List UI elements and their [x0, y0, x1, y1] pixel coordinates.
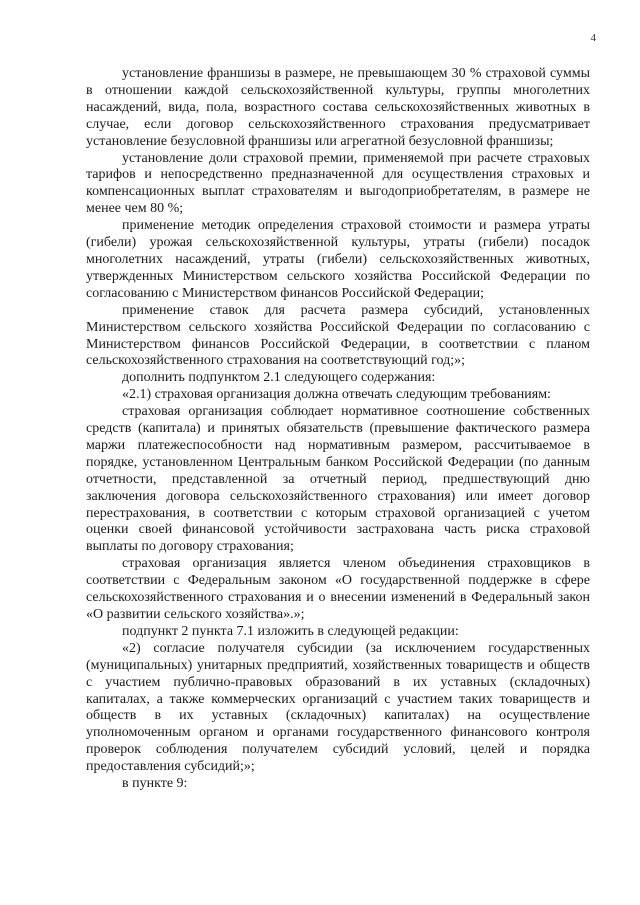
paragraph-premium-share: установление доли страховой премии, применяемой при расчете страховых тарифов и непосредственно предназначенной для осуществления страховых и компенсационных выплат страхователям и выгодоприобретателям, в размере не менее чем 80 %;	[86, 150, 590, 217]
paragraph-association-member: страховая организация является членом объединения страховщиков в соответствии с Федеральным законом «О государственной поддержке в сфере сельскохозяйственного страхования и о внесении изменений в Федеральный закон «О развитии сельского хозяйства».»;	[86, 556, 590, 622]
paragraph-requirements-intro: «2.1) страховая организация должна отвечать следующим требованиям:	[122, 387, 551, 403]
document-body	[86, 66, 590, 793]
paragraph-subsidy-rates: применение ставок для расчета размера субсидий, установленных Министерством сельского хозяйства Российской Федерации по согласованию с Министерством финансов Российской Федерации, в соответствии с планом сельскохозяйственного страхования на соответствующий год;»;	[86, 302, 590, 369]
page-number: 4	[590, 32, 596, 44]
paragraph-add-subclause: дополнить подпунктом 2.1 следующего содержания:	[122, 370, 436, 386]
paragraph-solvency: страховая организация соблюдает нормативное соотношение собственных средств (капитала) и принятых обязательств (превышение фактического размера маржи платежеспособности над нормативным размером, рассчитываемое в порядке, установленном Центральным банком Российской Федерации (по данным отчетности, представленной за отчетный период, предшествующий дню заключения договора сельскохозяйственного страхования) или имеет договор перестрахования, в соответствии с которым страховой организацией с учетом оценки своей финансовой устойчивости застрахована часть риска страховой выплаты по договору страхования;	[86, 404, 590, 555]
paragraph-clause-9: в пункте 9:	[122, 776, 188, 792]
paragraph-consent: «2) согласие получателя субсидии (за исключением государственных (муниципальных) унитарных предприятий, хозяйственных товариществ и обществ с участием публично-правовых образований в их уставных (складочных) капиталах, а также коммерческих организаций с участием таких товариществ и обществ в их уставных (складочных) капиталах) на осуществление уполномоченным органом и органами государственного финансового контроля проверок соблюдения получателем субсидий условий, целей и порядка предоставления субсидий;»;	[86, 640, 590, 775]
paragraph-amend-clause: подпункт 2 пункта 7.1 изложить в следующей редакции:	[122, 623, 459, 639]
paragraph-franchise: установление франшизы в размере, не превышающем 30 % страховой суммы в отношении каждой сельскохозяйственной культуры, группы многолетних насаждений, вида, пола, возрастного состава сельскохозяйственных животных в случае, если договор сельскохозяйственного страхования предусматривает установление безусловной франшизы или агрегатной безусловной франшизы;	[86, 66, 590, 149]
paragraph-methods: применение методик определения страховой стоимости и размера утраты (гибели) урожая сельскохозяйственной культуры, утраты (гибели) посадок многолетних насаждений, утраты (гибели) сельскохозяйственных животных, утвержденных Министерством сельского хозяйства Российской Федерации по согласованию с Министерством финансов Российской Федерации;	[86, 218, 590, 301]
